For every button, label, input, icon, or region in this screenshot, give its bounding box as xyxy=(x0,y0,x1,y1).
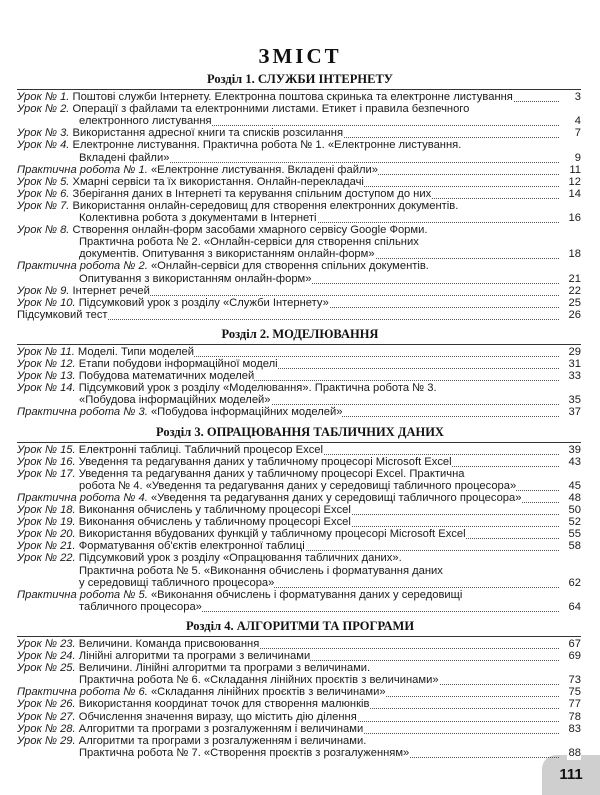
entry-page-number: 45 xyxy=(568,479,581,492)
page-title: ЗМІСТ xyxy=(258,44,342,68)
entry-page-number: 21 xyxy=(568,272,581,285)
entry-text: Підсумковий урок з розділу «Опрацювання табличних даних». xyxy=(78,552,402,565)
entry-page-number: 12 xyxy=(568,175,581,188)
toc-line xyxy=(79,273,581,286)
entry-label: Урок № 10. xyxy=(17,296,76,309)
entry-text: Використання координат точок для створення малюнків xyxy=(78,698,370,711)
section-rule xyxy=(17,636,581,637)
entry-text: Хмарні сервіси та їх використання. Онлайн-перекладачі xyxy=(72,175,364,188)
entry-page-number: 78 xyxy=(568,710,581,723)
toc-line xyxy=(17,698,581,711)
entry-text: Практична робота № 2. «Онлайн-сервіси для створення спільних xyxy=(79,236,419,249)
entry-page-number: 37 xyxy=(568,406,581,419)
entry-page-number: 4 xyxy=(574,115,581,128)
toc-line xyxy=(79,747,581,760)
entry-label: Урок № 5. xyxy=(17,175,70,188)
toc-line xyxy=(17,456,581,469)
entry-text: Обчислення значення виразу, що містить дію ділення xyxy=(78,710,357,723)
entry-text: Моделі. Типи моделей xyxy=(77,345,195,358)
entry-label: Урок № 25. xyxy=(17,662,76,675)
entry-page-number: 62 xyxy=(568,576,581,589)
entry-page-number: 16 xyxy=(568,212,581,224)
entry-page-number: 33 xyxy=(568,370,581,383)
toc-line xyxy=(17,260,581,273)
entry-label: Урок № 7. xyxy=(17,199,70,212)
toc-line xyxy=(79,577,581,590)
entry-label: Урок № 27. xyxy=(17,710,76,723)
entry-text: Алгоритми та програми з розгалуженням і величинами. xyxy=(78,734,367,747)
entry-page-number: 67 xyxy=(568,637,581,650)
entry-label: Урок № 22. xyxy=(17,552,76,565)
entry-label: Урок № 8. xyxy=(17,224,70,237)
toc-line xyxy=(17,589,581,602)
entry-label: Практична робота № 4. xyxy=(17,491,148,504)
entry-label: Урок № 2. xyxy=(17,103,70,116)
entry-page-number: 3 xyxy=(574,91,581,103)
entry-text: Побудова математичних моделей xyxy=(78,370,255,383)
entry-text: Практична робота № 7. «Створення проєктів з розгалуженням» xyxy=(79,746,410,759)
entry-text: «Побудова інформаційних моделей» xyxy=(150,406,343,419)
entry-text: «Виконання обчислень і форматування даних у середовищі xyxy=(150,588,463,601)
entry-page-number: 55 xyxy=(568,528,581,541)
entry-page-number: 31 xyxy=(568,358,581,370)
entry-text: Величини. Команда присвоювання xyxy=(78,637,260,650)
section-heading: Розділ 4. АЛГОРИТМИ ТА ПРОГРАМИ xyxy=(185,618,415,633)
toc-line xyxy=(17,139,581,152)
entry-page-number: 18 xyxy=(568,248,581,261)
entry-page-number: 25 xyxy=(568,296,581,309)
entry-text: Форматування об'єктів електронної таблиці xyxy=(78,540,305,553)
entry-text: робота № 4. «Уведення та редагування даних у середовищі табличного процесора» xyxy=(79,479,517,492)
entry-text: Створення онлайн-форм засобами хмарного сервісу Google Форми. xyxy=(72,224,428,237)
entry-text: Практична робота № 5. «Виконання обчислень і форматування даних xyxy=(79,564,443,577)
entry-text: Алгоритми та програми з розгалуженням і величинами xyxy=(78,722,364,735)
entry-label: Практична робота № 2. xyxy=(17,260,148,273)
entry-label: Урок № 24. xyxy=(17,650,76,662)
entry-page-number: 11 xyxy=(569,163,581,176)
entry-page-number: 69 xyxy=(568,650,581,662)
entry-page-number: 14 xyxy=(568,187,581,200)
toc-line xyxy=(79,152,581,165)
entry-page-number: 58 xyxy=(568,540,581,553)
entry-text: Підсумковий тест xyxy=(17,308,108,321)
entry-label: Практична робота № 6. xyxy=(17,686,148,699)
toc-line xyxy=(79,601,581,614)
entry-text: Зберігання даних в Інтернеті та керування спільним доступом до них xyxy=(72,187,432,200)
entry-text: Етапи побудови інформаційної моделі xyxy=(78,358,278,370)
entry-page-number: 48 xyxy=(568,491,581,504)
entry-text: Уведення та редагування даних у табличному процесорі Microsoft Excel xyxy=(78,455,452,468)
toc-line xyxy=(17,285,581,298)
entry-label: Урок № 15. xyxy=(17,443,76,456)
entry-label: Урок № 12. xyxy=(17,358,76,370)
entry-text: «Електронне листування. Вкладені файли» xyxy=(150,163,378,176)
entry-label: Урок № 28. xyxy=(17,722,76,735)
section-rule xyxy=(17,89,581,90)
entry-text: «Онлайн-сервіси для створення спільних документів. xyxy=(150,260,429,273)
section-rule xyxy=(17,442,581,443)
entry-label: Урок № 19. xyxy=(17,516,76,529)
entry-page-number: 64 xyxy=(568,600,581,613)
entry-text: Виконання обчислень у табличному процесорі Excel xyxy=(78,504,351,516)
toc-line xyxy=(17,188,581,201)
toc-line xyxy=(17,552,581,565)
page-number: 111 xyxy=(559,766,583,783)
entry-page-number: 50 xyxy=(568,504,581,516)
entry-label: Урок № 16. xyxy=(17,455,76,468)
entry-text: Опитування з використанням онлайн-форм» xyxy=(79,272,312,285)
toc-line xyxy=(17,164,581,177)
entry-text: Підсумковий урок з розділу «Служби Інтернету» xyxy=(78,296,329,309)
toc-line xyxy=(79,480,581,493)
entry-text: Поштові служби Інтернету. Електронна поштова скринька та електронне листування xyxy=(72,91,513,103)
entry-label: Урок № 1. xyxy=(17,91,70,103)
entry-label: Урок № 26. xyxy=(17,698,76,711)
toc-line xyxy=(17,711,581,724)
toc-line xyxy=(17,444,581,457)
entry-page-number: 26 xyxy=(568,308,581,321)
entry-text: у середовищі табличного процесора» xyxy=(79,576,275,589)
entry-text: електронного листування xyxy=(79,115,212,128)
entry-page-number: 9 xyxy=(574,151,581,164)
entry-label: Урок № 6. xyxy=(17,187,70,200)
entry-label: Практична робота № 5. xyxy=(17,588,148,601)
entry-text: Електронне листування. Практична робота № 1. «Електронне листування. xyxy=(72,139,462,152)
entry-label: Урок № 18. xyxy=(17,504,76,516)
toc-line xyxy=(17,638,581,651)
entry-label: Урок № 4. xyxy=(17,139,70,152)
entry-text: Величини. Лінійні алгоритми та програми з величинами. xyxy=(78,662,371,675)
entry-text: Використання вбудованих функцій у табличному процесорі Microsoft Excel xyxy=(78,528,466,541)
entry-text: Підсумковий урок з розділу «Моделювання». Практична робота № 3. xyxy=(78,382,437,395)
entry-label: Урок № 13. xyxy=(17,370,76,383)
entry-label: Урок № 11. xyxy=(17,345,75,358)
entry-text: Операції з файлами та електронними листами. Етикет і правила безпечного xyxy=(72,103,470,116)
entry-page-number: 29 xyxy=(568,345,581,358)
entry-label: Урок № 21. xyxy=(17,540,76,553)
entry-page-number: 22 xyxy=(568,284,581,297)
entry-text: Виконання обчислень у табличному процесорі Excel xyxy=(78,516,351,529)
entry-label: Урок № 9. xyxy=(17,284,70,297)
entry-label: Урок № 14. xyxy=(17,382,76,395)
entry-page-number: 73 xyxy=(568,674,581,687)
entry-text: Уведення та редагування даних у табличному процесорі Excel. Практична xyxy=(78,467,465,480)
entry-page-number: 75 xyxy=(568,686,581,699)
entry-page-number: 88 xyxy=(568,746,581,759)
entry-text: Електронні таблиці. Табличний процесор Excel xyxy=(78,443,323,456)
entry-page-number: 7 xyxy=(574,127,581,140)
entry-label: Практична робота № 1. xyxy=(17,163,148,176)
entry-text: Практична робота № 6. «Складання лінійних проєктів з величинами» xyxy=(79,674,439,687)
entry-label: Урок № 17. xyxy=(17,467,76,480)
entry-page-number: 39 xyxy=(568,443,581,456)
entry-text: «Побудова інформаційних моделей» xyxy=(79,394,271,407)
toc-line xyxy=(17,406,581,419)
entry-label: Урок № 3. xyxy=(17,127,70,140)
section-rule xyxy=(17,344,581,345)
entry-text: Використання онлайн-середовищ для створення електронних документів. xyxy=(72,199,459,212)
entry-text: табличного процесора» xyxy=(79,600,202,613)
entry-text: Лінійні алгоритми та програми з величинами xyxy=(78,650,311,662)
entry-page-number: 77 xyxy=(568,698,581,711)
toc-line xyxy=(79,565,581,578)
entry-text: документів. Опитування з використанням онлайн-форм» xyxy=(79,248,375,261)
section-heading: Розділ 1. СЛУЖБИ ІНТЕРНЕТУ xyxy=(207,72,393,86)
toc-line xyxy=(17,468,581,481)
toc-line xyxy=(17,735,581,748)
entry-text: «Складання лінійних проєктів з величинами» xyxy=(150,686,386,699)
entry-label: Урок № 29. xyxy=(17,734,76,747)
toc-line xyxy=(17,723,581,736)
entry-label: Практична робота № 3. xyxy=(17,406,148,419)
entry-text: Вкладені файли» xyxy=(79,151,170,164)
entry-text: Інтернет речей xyxy=(72,284,150,297)
entry-label: Урок № 20. xyxy=(17,528,76,541)
entry-label: Урок № 23. xyxy=(17,637,76,650)
toc-line xyxy=(17,346,581,359)
entry-page-number: 35 xyxy=(568,394,581,407)
entry-page-number: 52 xyxy=(568,516,581,529)
toc-line xyxy=(17,297,581,310)
entry-text: Колективна робота з документами в Інтернеті xyxy=(79,212,317,224)
toc-line xyxy=(17,309,581,322)
entry-text: «Уведення та редагування даних у середовищі табличного процесора» xyxy=(150,491,522,504)
toc-line xyxy=(17,492,581,505)
entry-page-number: 43 xyxy=(568,455,581,468)
entry-text: Використання адресної книги та списків розсилання xyxy=(72,127,344,140)
page-number-tab xyxy=(542,755,600,795)
entry-page-number: 83 xyxy=(568,722,581,735)
section-heading: Розділ 3. ОПРАЦЮВАННЯ ТАБЛИЧНИХ ДАНИХ xyxy=(156,424,444,439)
section-heading: Розділ 2. МОДЕЛЮВАННЯ xyxy=(221,326,379,341)
toc-line xyxy=(17,176,581,189)
toc-line xyxy=(17,200,581,213)
